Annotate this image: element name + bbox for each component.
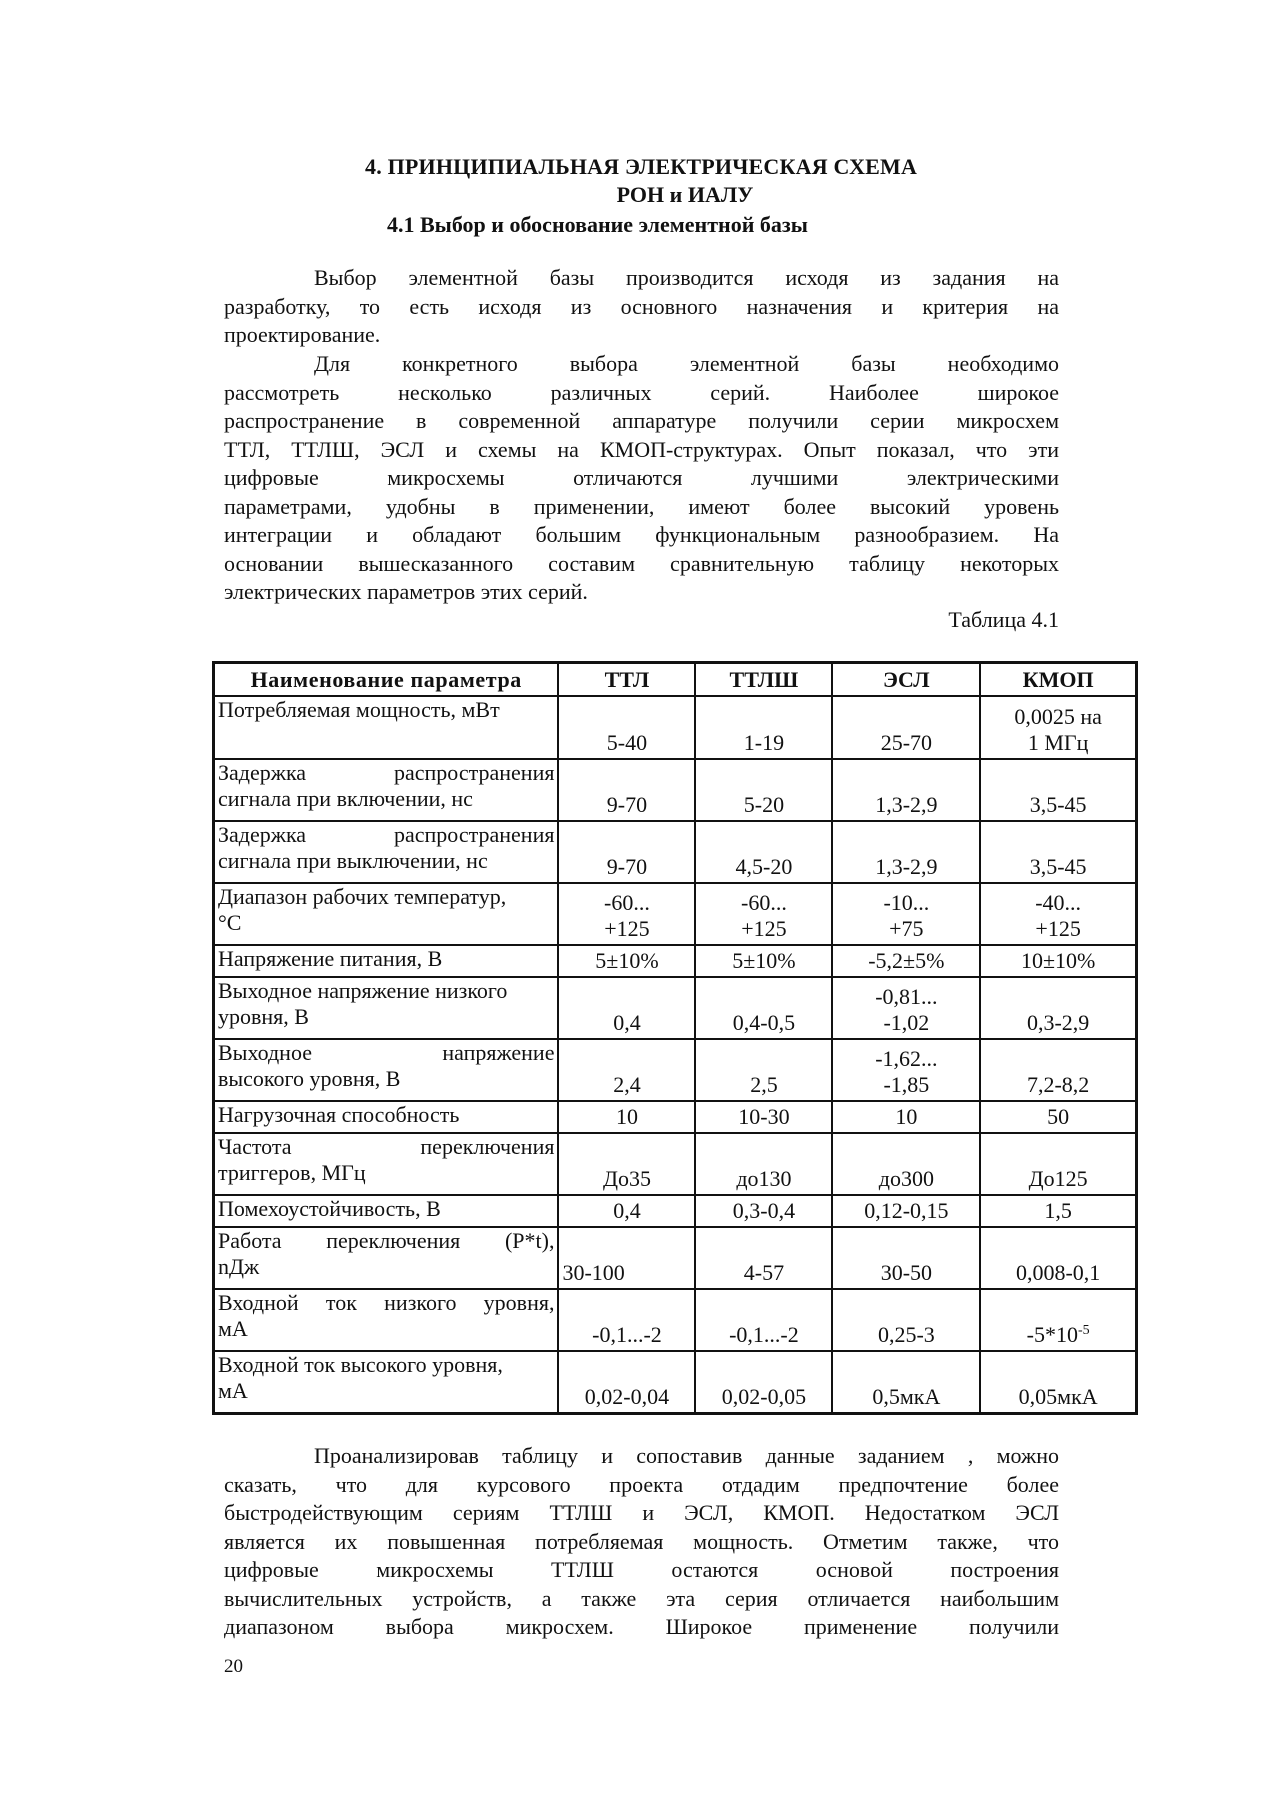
- value-ttlsh: 0,02-0,05: [695, 1351, 832, 1413]
- value-kmop: До125: [980, 1133, 1136, 1195]
- value-ttlsh: 1-19: [695, 696, 832, 759]
- table-row: [214, 1351, 1137, 1413]
- value-esl: [832, 977, 980, 1039]
- text-line: ТТЛ, ТТЛШ, ЭСЛ и схемы на КМОП-структурах. Опыт показал, что эти: [224, 436, 1059, 462]
- text-line: диапазоном выбора микросхем. Широкое применение получили: [224, 1614, 1059, 1639]
- parameter-name: [214, 696, 559, 759]
- value-kmop: 0,3-2,9: [980, 977, 1136, 1039]
- value-kmop: 10±10%: [980, 945, 1136, 977]
- value-esl: 0,5мкА: [832, 1351, 980, 1413]
- value-base: -5*10: [1026, 1322, 1078, 1347]
- value-exponent: -5: [1077, 1323, 1090, 1338]
- value-esl: 1,3-2,9: [832, 759, 980, 821]
- value-ttlsh: 5-20: [695, 759, 832, 821]
- value-ttlsh: 0,4-0,5: [695, 977, 832, 1039]
- table-row: [214, 1227, 1137, 1289]
- text-line: интеграции и обладают большим функциональным разнообразием. На: [224, 522, 1059, 547]
- parameter-name: [214, 1133, 559, 1195]
- value-line: +125: [741, 916, 787, 941]
- value-esl: [832, 1039, 980, 1101]
- value-ttl: 30-100: [558, 1227, 695, 1289]
- parameter-name-text: Задержка распространения: [218, 822, 555, 847]
- value-ttlsh: [695, 883, 832, 945]
- value-ttlsh: -0,1...-2: [695, 1289, 832, 1351]
- value-kmop: [980, 1289, 1136, 1351]
- text-line: распространение в современной аппаратуре получили серии микросхем: [224, 408, 1059, 433]
- value-esl: 25-70: [832, 696, 980, 759]
- parameter-name: [214, 1039, 559, 1101]
- value-ttl: -0,1...-2: [558, 1289, 695, 1351]
- parameter-name: [214, 1289, 559, 1351]
- text-line: разработку, то есть исходя из основного назначения и критерия на: [224, 293, 1059, 319]
- chapter-title: 4. ПРИНЦИПИАЛЬНАЯ ЭЛЕКТРИЧЕСКАЯ СХЕМА: [365, 154, 918, 179]
- value-line: -0,81...: [875, 984, 938, 1009]
- table-row: [214, 1289, 1137, 1351]
- value-line: -1,85: [883, 1072, 930, 1097]
- value-ttlsh: 10-30: [695, 1101, 832, 1133]
- value-line: +125: [604, 916, 650, 941]
- text-line: сказать, что для курсового проекта отдадим предпочтение более: [224, 1471, 1059, 1497]
- table-row: [214, 1195, 1137, 1227]
- text-line: Выбор элементной базы производится исходя из задания на: [314, 265, 1059, 290]
- table-row: [214, 696, 1137, 759]
- value-line: 0,0025 на: [1014, 704, 1102, 729]
- value-ttlsh: 2,5: [695, 1039, 832, 1101]
- parameter-name-text: Выходное напряжение низкого: [218, 978, 508, 1003]
- value-ttl: 0,02-0,04: [558, 1351, 695, 1413]
- text-line: Для конкретного выбора элементной базы необходимо: [314, 351, 1059, 376]
- value-line: -10...: [883, 890, 930, 915]
- value-kmop: 50: [980, 1101, 1136, 1133]
- table-row: [214, 1133, 1137, 1195]
- text-line: цифровые микросхемы ТТЛШ остаются основой построения: [224, 1557, 1059, 1582]
- table-header-row: [214, 663, 1137, 697]
- table-row: [214, 945, 1137, 977]
- value-line: -1,62...: [875, 1046, 938, 1071]
- parameter-name: [214, 1227, 559, 1289]
- value-kmop: [980, 883, 1136, 945]
- value-kmop: 0,008-0,1: [980, 1227, 1136, 1289]
- text-line: цифровые микросхемы отличаются лучшими электрическими: [224, 465, 1059, 490]
- chapter-title-line2: РОН и ИАЛУ: [616, 182, 754, 207]
- parameter-name-text: сигнала при выключении, нс: [218, 848, 488, 873]
- value-ttl: 0,4: [558, 1195, 695, 1227]
- value-line: +125: [1035, 916, 1081, 941]
- parameter-name-text: мА: [218, 1378, 248, 1403]
- table-caption: Таблица 4.1: [948, 607, 1059, 632]
- value-line: +75: [889, 916, 924, 941]
- parameter-name-text: мА: [218, 1316, 248, 1341]
- parameter-name-text: Выходное напряжение: [218, 1040, 555, 1065]
- text-line: вычислительных устройств, а также эта серия отличается наибольшим: [224, 1585, 1059, 1611]
- table-row: [214, 759, 1137, 821]
- value-ttl: 10: [558, 1101, 695, 1133]
- parameter-name-text: Диапазон рабочих температур,: [218, 884, 507, 909]
- paragraph-conclusion: [224, 1442, 1059, 1642]
- parameter-name-text: Работа переключения (P*t),: [218, 1228, 555, 1253]
- text-line: быстродействующим сериям ТТЛШ и ЭСЛ, КМОП. Недостатком ЭСЛ: [224, 1500, 1059, 1525]
- parameter-name-text: Входной ток высокого уровня,: [218, 1352, 503, 1377]
- parameter-name-text: Потребляемая мощность, мВт: [218, 697, 500, 722]
- text-line: проектирование.: [224, 322, 381, 347]
- parameter-name: Помехоустойчивость, В: [214, 1195, 559, 1227]
- value-ttlsh: 5±10%: [695, 945, 832, 977]
- table-row: [214, 1101, 1137, 1133]
- section-title: 4.1 Выбор и обоснование элементной базы: [387, 212, 808, 237]
- paragraph-intro: [224, 264, 1059, 350]
- value-esl: 30-50: [832, 1227, 980, 1289]
- value-esl: 1,3-2,9: [832, 821, 980, 883]
- parameter-name-text: высокого уровня, В: [218, 1066, 401, 1091]
- parameter-name-text: Частота переключения: [218, 1134, 555, 1159]
- value-line: -60...: [604, 890, 650, 915]
- value-line: -60...: [741, 890, 787, 915]
- value-ttl: 0,4: [558, 977, 695, 1039]
- text-line: Проанализировав таблицу и сопоставив данные заданием , можно: [314, 1443, 1059, 1468]
- page-number: 20: [224, 1656, 243, 1677]
- value-ttl: До35: [558, 1133, 695, 1195]
- parameter-name-text: триггеров, МГц: [218, 1160, 366, 1185]
- parameter-name: [214, 1351, 559, 1413]
- column-header-esl: ЭСЛ: [832, 663, 980, 697]
- value-ttl: 5-40: [558, 696, 695, 759]
- parameter-name-text: сигнала при включении, нс: [218, 786, 473, 811]
- text-line: параметрами, удобны в применении, имеют более высокий уровень: [224, 493, 1059, 519]
- parameters-table: [212, 661, 1138, 1415]
- text-line: является их повышенная потребляемая мощность. Отметим также, что: [224, 1528, 1059, 1554]
- value-kmop: 0,05мкА: [980, 1351, 1136, 1413]
- text-line: рассмотреть несколько различных серий. Наиболее широкое: [224, 379, 1059, 405]
- parameter-name-text: Задержка распространения: [218, 760, 555, 785]
- parameter-name: Нагрузочная способность: [214, 1101, 559, 1133]
- value-esl: 10: [832, 1101, 980, 1133]
- table-row: [214, 883, 1137, 945]
- value-line: -1,02: [883, 1010, 930, 1035]
- value-esl: -5,2±5%: [832, 945, 980, 977]
- parameter-name: Напряжение питания, В: [214, 945, 559, 977]
- table-row: [214, 977, 1137, 1039]
- value-ttl: 5±10%: [558, 945, 695, 977]
- value-kmop: 3,5-45: [980, 821, 1136, 883]
- value-ttlsh: до130: [695, 1133, 832, 1195]
- parameter-name-text: nДж: [218, 1254, 260, 1279]
- text-line: электрических параметров этих серий.: [224, 579, 588, 604]
- value-kmop: 1,5: [980, 1195, 1136, 1227]
- paragraph-series: [224, 350, 1059, 607]
- column-header-ttl: ТТЛ: [558, 663, 695, 697]
- value-ttl: 2,4: [558, 1039, 695, 1101]
- column-header-ttlsh: ТТЛШ: [695, 663, 832, 697]
- value-ttlsh: 4,5-20: [695, 821, 832, 883]
- parameter-name: [214, 977, 559, 1039]
- parameter-name-text: уровня, В: [218, 1004, 309, 1029]
- text-line: основании вышесказанного составим сравнительную таблицу некоторых: [224, 550, 1059, 576]
- value-kmop: 7,2-8,2: [980, 1039, 1136, 1101]
- value-ttlsh: 0,3-0,4: [695, 1195, 832, 1227]
- value-ttlsh: 4-57: [695, 1227, 832, 1289]
- parameter-name: [214, 759, 559, 821]
- parameter-name-text: Входной ток низкого уровня,: [218, 1290, 555, 1315]
- value-esl: [832, 883, 980, 945]
- parameter-name-text: °С: [218, 910, 242, 935]
- value-esl: до300: [832, 1133, 980, 1195]
- value-kmop: [980, 696, 1136, 759]
- value-ttl: 9-70: [558, 821, 695, 883]
- table-row: [214, 821, 1137, 883]
- value-esl: 0,12-0,15: [832, 1195, 980, 1227]
- table-row: [214, 1039, 1137, 1101]
- column-header-parameter: Наименование параметра: [214, 663, 559, 697]
- column-header-kmop: КМОП: [980, 663, 1136, 697]
- value-ttl: 9-70: [558, 759, 695, 821]
- value-kmop: 3,5-45: [980, 759, 1136, 821]
- value-line: -40...: [1035, 890, 1082, 915]
- value-ttl: [558, 883, 695, 945]
- parameter-name: [214, 821, 559, 883]
- parameter-name: [214, 883, 559, 945]
- value-line: 1 МГц: [1027, 730, 1089, 755]
- value-esl: 0,25-3: [832, 1289, 980, 1351]
